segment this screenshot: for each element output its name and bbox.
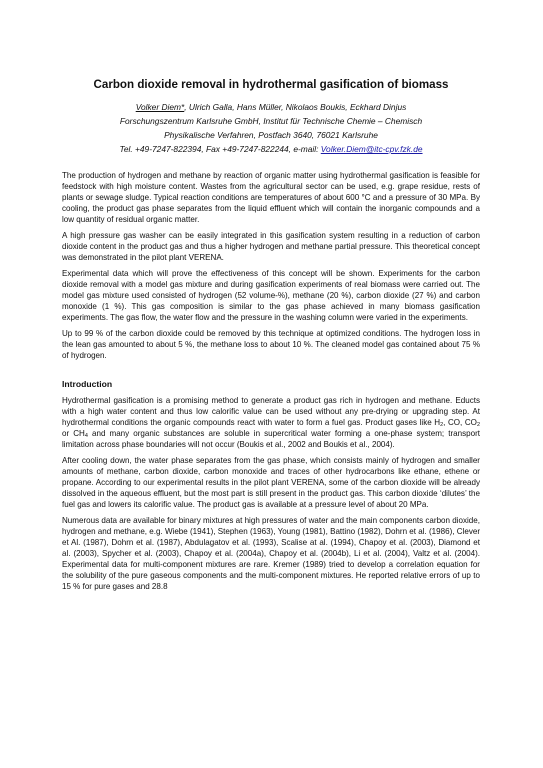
affiliation-line-2: Physikalische Verfahren, Postfach 3640, 76021 Karlsruhe [164, 130, 378, 140]
paper-page [62, 78, 480, 597]
subscript: 2 [440, 422, 444, 428]
abstract [62, 170, 480, 361]
section-heading-introduction: Introduction [62, 379, 113, 389]
abstract-paragraph: A high pressure gas washer can be easily integrated in this gasification system resulting in a reduction of carbon dioxide content in the product gas and thus a higher hydrogen and methane partial pressure. This theoretical concept was demonstrated in the pilot plant VERENA. [62, 231, 480, 262]
affiliation-line-1: Forschungszentrum Karlsruhe GmbH, Institut für Technische Chemie – Chemisch [119, 116, 423, 126]
subscript: 4 [84, 433, 88, 439]
abstract-paragraph: Experimental data which will prove the effectiveness of this concept will be shown. Experiments for the carbon dioxide removal with a model gas mixture and during gasification experiments of real biomass were carried out. The model gas mixture used consisted of hydrogen (52 volume-%), methane (20 %), carbon dioxide (27 %) and carbon monoxide (1 %). This gas composition is similar to the gas phase achieved in many biomass gasification experiments. The gas flow, the water flow and the pressure in the washing column were varied in the experiments. [62, 269, 480, 322]
contact-line [62, 142, 480, 156]
intro-paragraph-3: Numerous data are available for binary mixtures at high pressures of water and the main components carbon dioxide, hydrogen and methane, e.g. Wiebe (1941), Stephen (1963), Young (1981), Battino (1982), Dohrn et al. (1986), Clever et Al. (1987), Dohrn et al. (1987), Abdulagatov et al. (1993), Scalise at al. (1994), Chapoy et al. (2003), Diamond et al. (2003), Spycher et al. (2003), Chapoy et al. (2004a), Chapoy et al. (2004b), Li et al. (2004), Valtz et al. (2004). Experimental data for multi-component mixtures are rare. Kremer (1989) tried to develop a correlation equation for the solubility of the pure gaseous components and the multi-component mixtures. He reported relative errors of up to 15 % for pure gases and 28.8 [62, 516, 480, 591]
intro-text: and many organic substances are soluble in supercritical water forming a one-phase system; transport limitation across phase boundaries will not occur (Boukis et al., 2002 and Boukis et al., 2004). [62, 429, 480, 449]
contact-phone-fax: Tel. +49-7247-822394, Fax +49-7247-822244, e-mail: [119, 144, 321, 154]
intro-paragraph-1 [62, 395, 480, 450]
intro-text: , CO, CO [443, 418, 477, 427]
paper-title: Carbon dioxide removal in hydrothermal gasification of biomass [93, 78, 449, 91]
email-link[interactable]: Volker.Diem@itc-cpv.fzk.de [320, 144, 423, 154]
intro-text: Hydrothermal gasification is a promising method to generate a product gas rich in hydrogen and methane. Educts with a high water content and thus low calorific value can be used without any pre-drying or upgrading step. At hydrothermal conditions the organic compounds react with water to form a fuel gas. Product gases like H [62, 396, 480, 427]
intro-text: or CH [62, 429, 85, 438]
abstract-paragraph: Up to 99 % of the carbon dioxide could be removed by this technique at optimized conditions. The hydrogen loss in the lean gas amounted to about 5 %, the methane loss to about 10 %. The cleaned model gas contained about 75 % of hydrogen. [62, 329, 480, 360]
author-line [62, 100, 480, 114]
abstract-paragraph: The production of hydrogen and methane by reaction of organic matter using hydrothermal gasification is feasible for feedstock with high moisture content. Wastes from the agricultural sector can be used, e.g. grape residue, rests of plants or sewage sludge. Typical reaction conditions are temperatures of about 600 °C and a pressure of 30 MPa. By cooling, the product gas phase separates from the liquid effluent which will contain the inorganic compounds and a low quantity of residual organic matter. [62, 171, 480, 224]
intro-paragraph-2: After cooling down, the water phase separates from the gas phase, which consists mainly of hydrogen and smaller amounts of methane, carbon dioxide, carbon monoxide and traces of other hydrocarbons like ethane, ethene or propane. According to our experimental results in the pilot plant VERENA, some of the carbon dioxide will be already dissolved in the aqueous effluent, but the most part is still present in the product gas. This carbon dioxide ‘dilutes’ the fuel gas and lowers its calorific value. The product gas is available at a pressure level of about 20 MPa. [62, 456, 480, 509]
subscript: 2 [476, 422, 480, 428]
co-authors: , Ulrich Galla, Hans Müller, Nikolaos Boukis, Eckhard Dinjus [184, 102, 407, 112]
corresponding-author[interactable]: Volker Diem* [135, 102, 185, 112]
